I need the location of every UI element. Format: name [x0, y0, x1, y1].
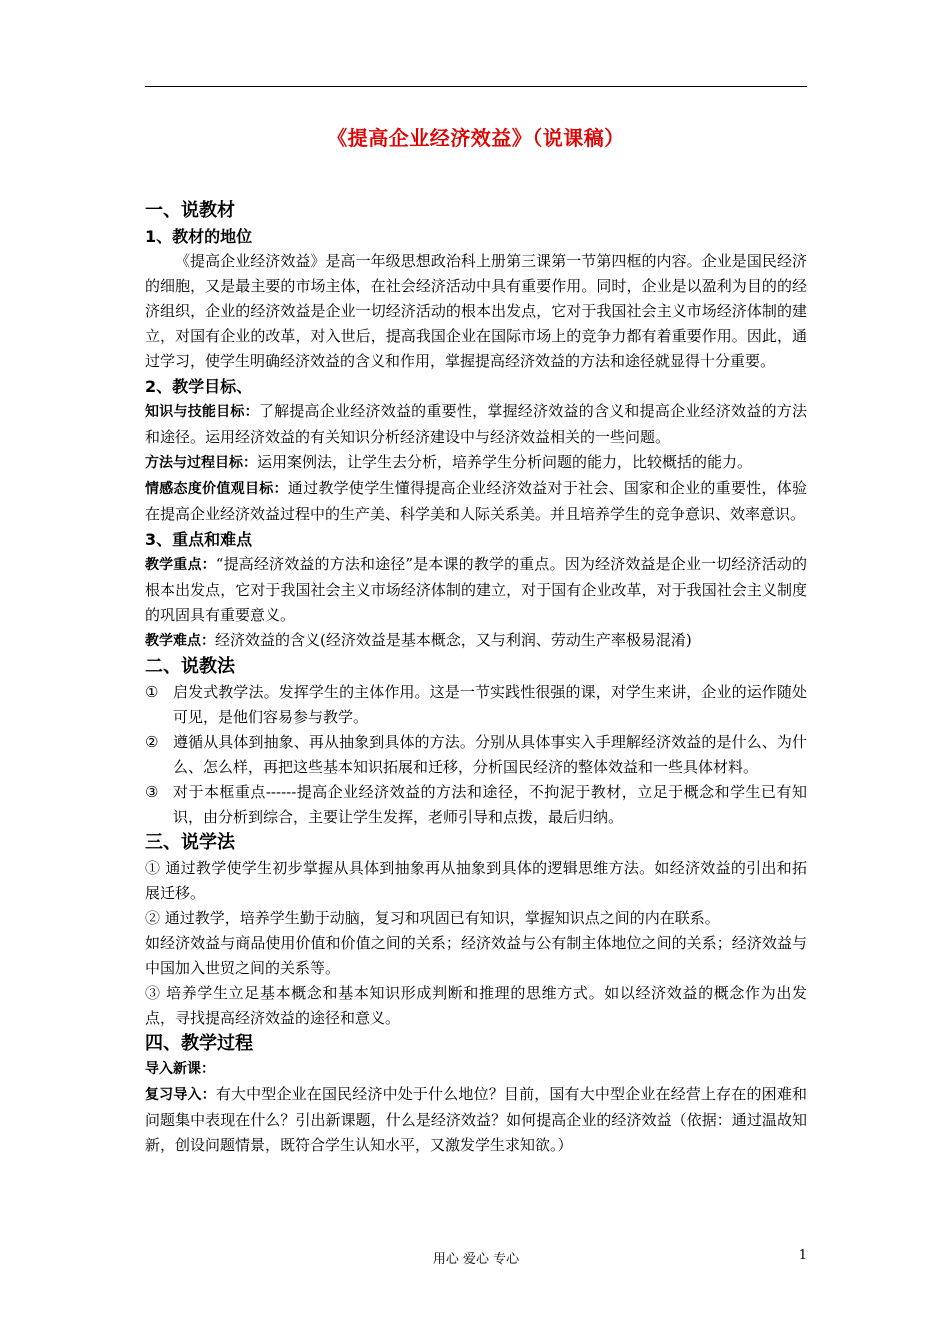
- list-item: [145, 780, 807, 830]
- key-point: [145, 552, 807, 628]
- subheading-textbook-position: 1、教材的地位: [145, 227, 253, 246]
- difficult-point: [145, 628, 807, 654]
- list-marker: ②: [145, 733, 159, 751]
- subheading-teaching-goals: 2、教学目标、: [145, 377, 253, 396]
- goal-method-text: 运用案例法，让学生去分析，培养学生分析问题的能力，比较概括的能力。: [257, 453, 753, 471]
- section-heading-2: 二、说教法: [145, 656, 235, 677]
- difficult-point-label: 教学难点：: [145, 633, 215, 649]
- learning-method-2: ② 通过教学，培养学生勤于动脑，复习和巩固已有知识，掌握知识点之间的内在联系。: [145, 909, 720, 927]
- section-heading-1: 一、说教材: [145, 200, 235, 221]
- review-introduction-text: 有大中型企业在国民经济中处于什么地位？目前，国有大中型企业在经营上存在的困难和问题集中表现在什么？引出新课题，什么是经济效益？如何提高企业的经济效益（依据：通过温故知新，创设问题情景，既符合学生认知水平，又激发学生求知欲。）: [145, 1085, 807, 1154]
- learning-method-1: ① 通过教学使学生初步掌握从具体到抽象再从抽象到具体的逻辑思维方法。如经济效益的引出和拓展迁移。: [145, 859, 807, 902]
- key-point-text: “提高经济效益的方法和途径”是本课的教学的重点。因为经济效益是企业一切经济活动的根本出发点，它对于我国社会主义市场经济体制的建立，对于国有企业改革，对于我国社会主义制度的巩固具有重要意义。: [145, 555, 808, 624]
- page-number: 1: [798, 1248, 807, 1263]
- footer-motto: 用心 爱心 专心: [432, 1252, 520, 1267]
- paragraph-textbook-position: 《提高企业经济效益》是高一年级思想政治科上册第三课第一节第四框的内容。企业是国民经济的细胞，又是最主要的市场主体，在社会经济活动中具有重要作用。同时，企业是以盈利为目的的经济组织，企业的经济效益是企业一切经济活动的根本出发点，它对于我国社会主义市场经济体制的建立，对国有企业的改革，对入世后，提高我国企业在国际市场上的竞争力都有着重要作用。因此，通过学习，使学生明确经济效益的含义和作用，掌握提高经济效益的方法和途径就显得十分重要。: [145, 252, 807, 370]
- review-introduction: [145, 1082, 807, 1158]
- key-point-label: 教学重点：: [145, 557, 216, 573]
- list-item-text: 遵循从具体到抽象、再从抽象到具体的方法。分别从具体事实入手理解经济效益的是什么、为什么、怎么样，再把这些基本知识拓展和迁移，分析国民经济的整体效益和一些具体材料。: [173, 733, 807, 776]
- list-item-text: 对于本框重点------提高企业经济效益的方法和途径，不拘泥于教材，立足于概念和学生已有知识，由分析到综合，主要让学生发挥，老师引导和点拨，最后归纳。: [173, 783, 807, 826]
- goal-method-label: 方法与过程目标：: [145, 455, 257, 471]
- list-item: [145, 730, 807, 780]
- section-heading-3: 三、说学法: [145, 832, 235, 853]
- goal-knowledge-label: 知识与技能目标：: [145, 404, 259, 420]
- goal-emotion-text: 通过教学使学生懂得提高企业经济效益对于社会、国家和企业的重要性，体验在提高企业经济效益过程中的生产美、科学美和人际关系美。并且培养学生的竞争意识、效率意识。: [145, 479, 807, 523]
- list-item-text: 启发式教学法。发挥学生的主体作用。这是一节实践性很强的课，对学生来讲，企业的运作随处可见，是他们容易参与教学。: [173, 683, 807, 726]
- goal-knowledge-text: 了解提高企业经济效益的重要性，掌握经济效益的含义和提高企业经济效益的方法和途径。运用经济效益的有关知识分析经济建设中与经济效益相关的一些问题。: [145, 402, 807, 446]
- goal-emotion: [145, 476, 807, 527]
- list-marker: ①: [145, 683, 159, 701]
- list-marker: ③: [145, 783, 159, 801]
- goal-method: [145, 450, 807, 476]
- learning-method-2-example: 如经济效益与商品使用价值和价值之间的关系；经济效益与公有制主体地位之间的关系；经济效益与中国加入世贸之间的关系等。: [145, 934, 807, 977]
- header-rule: [145, 86, 807, 87]
- learning-method-3: ③ 培养学生立足基本概念和基本知识形成判断和推理的思维方式。如以经济效益的概念作为出发点，寻找提高经济效益的途径和意义。: [145, 984, 807, 1027]
- document-title: 《提高企业经济效益》（说课稿）: [327, 126, 625, 150]
- difficult-point-text: 经济效益的含义(经济效益是基本概念，又与利润、劳动生产率极易混淆): [215, 631, 692, 649]
- document-body: [145, 198, 807, 1158]
- review-introduction-label: 复习导入：: [145, 1087, 216, 1103]
- subheading-key-points: 3、重点和难点: [145, 530, 253, 549]
- goal-knowledge: [145, 399, 807, 450]
- subheading-introduction: 导入新课：: [145, 1061, 215, 1077]
- section-heading-4: 四、教学过程: [145, 1033, 253, 1054]
- goal-emotion-label: 情感态度价值观目标：: [145, 481, 288, 497]
- list-item: [145, 680, 807, 730]
